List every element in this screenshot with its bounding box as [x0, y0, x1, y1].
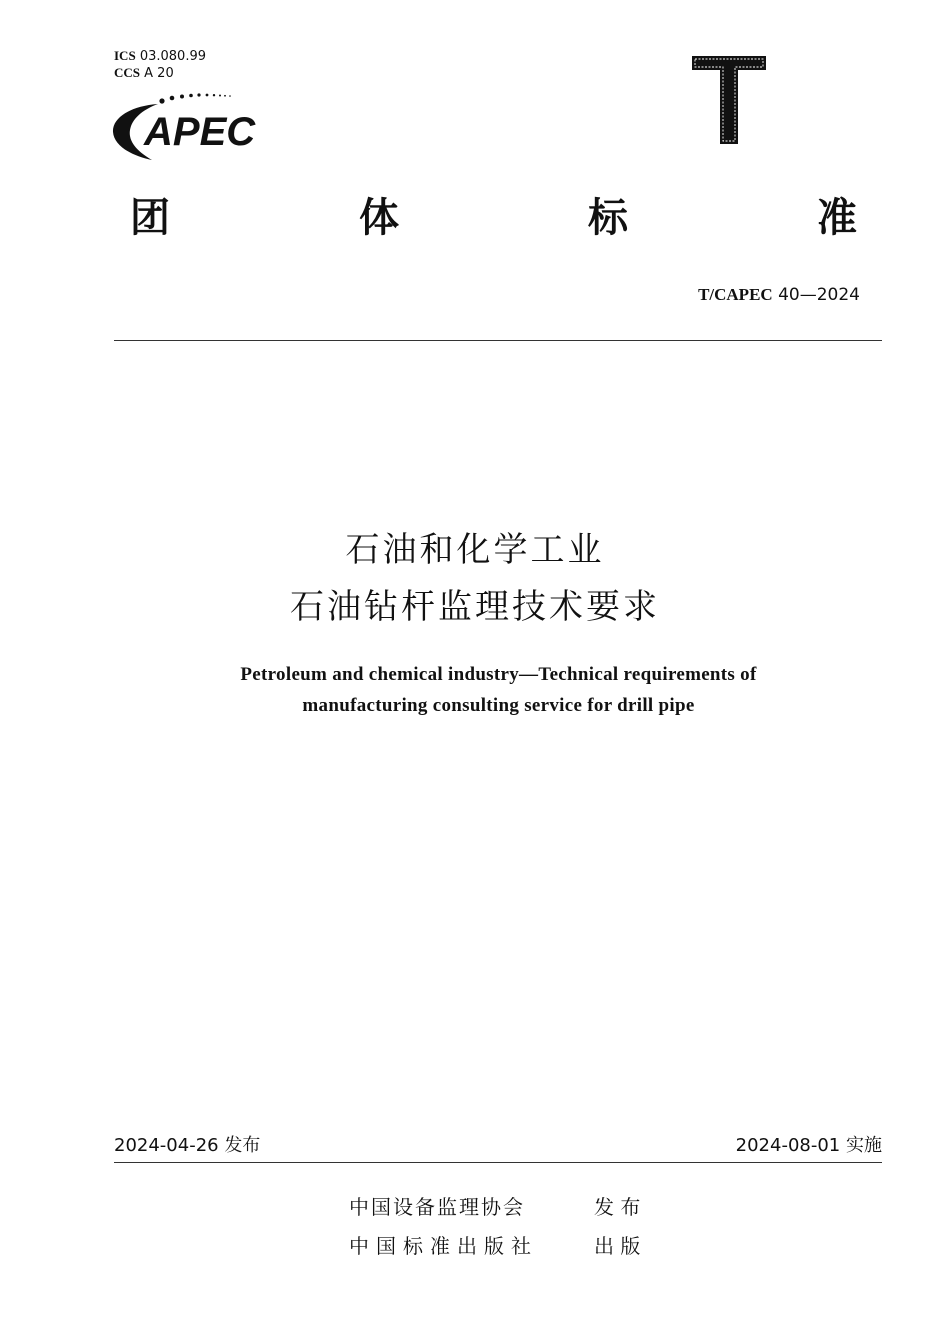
title-en-line-2: manufacturing consulting service for drill pipe	[302, 695, 695, 716]
title-en-line-1: Petroleum and chemical industry—Technical requirements of	[240, 664, 757, 685]
implement-date: 2024-08-01 实施	[735, 1135, 882, 1156]
standard-category-char-3: 标	[588, 195, 628, 241]
publisher-role-2: 出 版	[594, 1234, 641, 1258]
capec-logo	[110, 92, 270, 164]
ics-label: ICS	[114, 48, 136, 63]
standard-number-value: 40—2024	[778, 285, 860, 305]
title-cn-line-2: 石油钻杆监理技术要求	[290, 587, 660, 627]
title-cn-line-1: 石油和化学工业	[345, 530, 605, 570]
footer-divider	[114, 1162, 882, 1163]
publisher-name-1: 中国设备监理协会	[349, 1195, 525, 1219]
ccs-value: A 20	[144, 66, 174, 81]
standard-number	[698, 285, 860, 305]
ccs-code	[114, 65, 174, 82]
ics-value: 03.080.99	[139, 49, 206, 64]
standard-type-letter	[690, 52, 768, 146]
standard-category-char-4: 准	[817, 195, 857, 241]
header-divider	[114, 340, 882, 341]
logo-text: APEC	[144, 110, 256, 154]
publisher-role-1: 发 布	[594, 1195, 641, 1219]
issue-date: 2024-04-26 发布	[114, 1135, 261, 1156]
standard-number-prefix: T/CAPEC	[698, 285, 773, 304]
ics-code	[114, 48, 206, 65]
standard-category-char-1: 团	[130, 195, 170, 241]
standard-category-char-2: 体	[359, 195, 399, 241]
publisher-name-2: 中国标准出版社	[349, 1234, 538, 1258]
ccs-label: CCS	[114, 65, 141, 80]
